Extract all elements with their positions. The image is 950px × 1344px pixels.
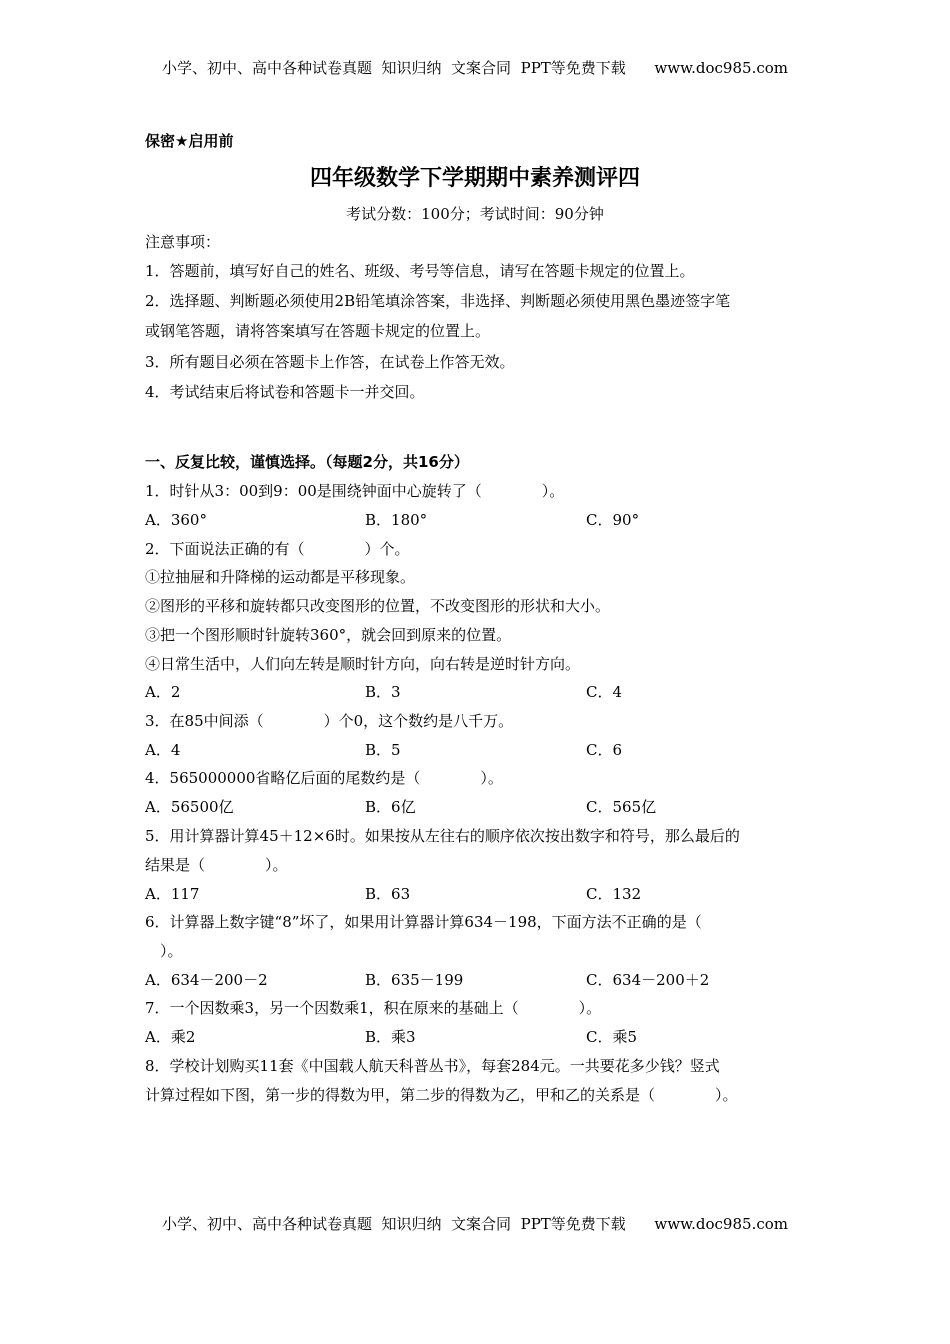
question-6: 6．计算器上数字键“8”坏了，如果用计算器计算634－198，下面方法不正确的是（	[145, 913, 702, 931]
q6-option-c: C．634－200＋2	[586, 971, 710, 989]
note-item: 4．考试结束后将试卷和答题卡一并交回。	[145, 383, 425, 401]
q5-option-a: A．117	[145, 885, 200, 903]
q2-option-b: B．3	[365, 683, 401, 701]
q6-option-b: B．635－199	[365, 971, 464, 989]
exam-info: 考试分数：100分；考试时间：90分钟	[346, 205, 604, 223]
question-1: 1．时针从3：00到9：00是围绕钟面中心旋转了（ ）。	[145, 482, 565, 500]
page-title: 四年级数学下学期期中素养测评四	[309, 166, 640, 191]
q1-option-a: A．360°	[145, 511, 207, 529]
q3-option-a: A．4	[145, 741, 181, 759]
q6-option-a: A．634－200－2	[145, 971, 268, 989]
page-footer: 小学、初中、高中各种试卷真题 知识归纳 文案合同 PPT等免费下载 www.doc985.com	[161, 1215, 788, 1233]
q1-option-b: B．180°	[365, 511, 428, 529]
confidential-label: 保密★启用前	[145, 132, 234, 150]
q4-option-c: C．565亿	[586, 798, 657, 816]
question-3: 3．在85中间添（ ）个0，这个数约是八千万。	[145, 712, 514, 730]
question-7: 7．一个因数乘3，另一个因数乘1，积在原来的基础上（ ）。	[145, 999, 602, 1017]
note-item: 或钢笔答题，请将答案填写在答题卡规定的位置上。	[145, 322, 491, 340]
q2-statement: ③把一个图形顺时针旋转360°，就会回到原来的位置。	[145, 626, 512, 644]
q4-option-a: A．56500亿	[145, 798, 234, 816]
note-item: 2．选择题、判断题必须使用2B铅笔填涂答案，非选择、判断题必须使用黑色墨迹签字笔	[145, 292, 731, 310]
question-8-cont: 计算过程如下图，第一步的得数为甲，第二步的得数为乙，甲和乙的关系是（ ）。	[145, 1086, 738, 1104]
q1-option-c: C．90°	[586, 511, 640, 529]
q2-statement: ④日常生活中，人们向左转是顺时针方向，向右转是逆时针方向。	[145, 655, 581, 673]
q7-option-a: A．乘2	[145, 1028, 196, 1046]
question-5: 5．用计算器计算45＋12×6时。如果按从左往右的顺序依次按出数字和符号，那么最后的	[145, 827, 740, 845]
question-4: 4．565000000省略亿后面的尾数约是（ ）。	[145, 769, 503, 787]
q7-option-b: B．乘3	[365, 1028, 416, 1046]
q5-option-c: C．132	[586, 885, 642, 903]
q7-option-c: C．乘5	[586, 1028, 638, 1046]
q2-statement: ①拉抽屉和升降梯的运动都是平移现象。	[145, 568, 416, 586]
page-header: 小学、初中、高中各种试卷真题 知识归纳 文案合同 PPT等免费下载 www.doc985.com	[161, 59, 788, 77]
q5-option-b: B．63	[365, 885, 411, 903]
question-8: 8．学校计划购买11套《中国载人航天科普丛书》，每套284元。一共要花多少钱？竖式	[145, 1057, 720, 1075]
note-item: 1．答题前，填写好自己的姓名、班级、考号等信息，请写在答题卡规定的位置上。	[145, 262, 695, 280]
q2-option-c: C．4	[586, 683, 623, 701]
q3-option-c: C．6	[586, 741, 623, 759]
question-2: 2．下面说法正确的有（ ）个。	[145, 540, 410, 558]
section-heading: 一、反复比较，谨慎选择。（每题2分，共16分）	[145, 453, 469, 471]
question-6-cont: ）。	[145, 942, 183, 960]
q2-option-a: A．2	[145, 683, 181, 701]
notes-heading: 注意事项：	[145, 233, 221, 251]
note-item: 3．所有题目必须在答题卡上作答，在试卷上作答无效。	[145, 353, 515, 371]
q2-statement: ②图形的平移和旋转都只改变图形的位置，不改变图形的形状和大小。	[145, 597, 611, 615]
q3-option-b: B．5	[365, 741, 401, 759]
q4-option-b: B．6亿	[365, 798, 416, 816]
question-5-cont: 结果是（ ）。	[145, 856, 288, 874]
